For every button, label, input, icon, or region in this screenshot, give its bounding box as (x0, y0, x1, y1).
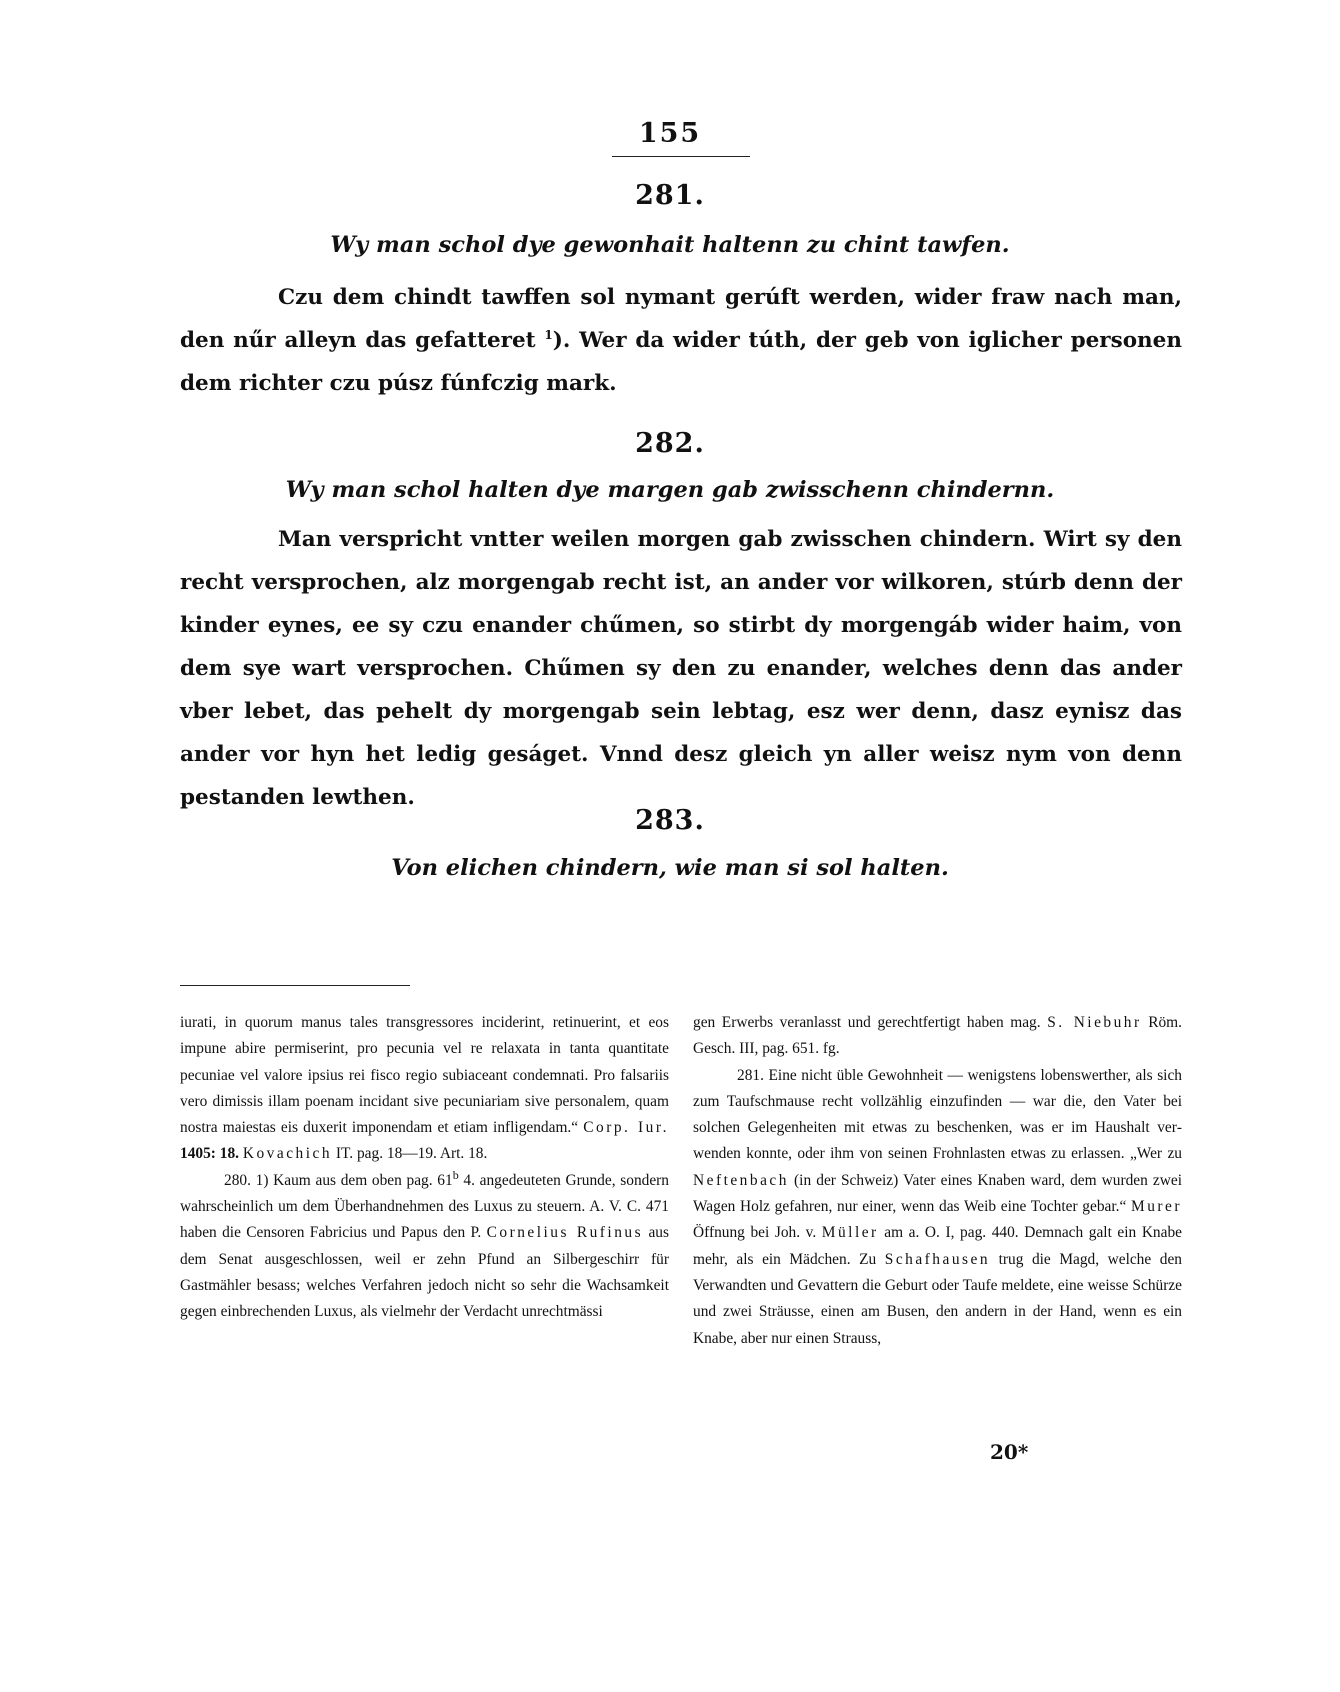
footnote-paragraph (693, 1010, 1182, 1063)
footnote-column-left (180, 1010, 669, 1326)
footnote-citation: Corp. Iur. (583, 1119, 669, 1137)
page-number-rule (612, 156, 750, 157)
footnote-text: 281. Eine nicht üble Gewohnheit — wenigstens lobenswerther, als sich zum Taufschmause recht vollzählig einzufinden — war die, den Vater bei solchen Gelegenheiten mit etwas zu beschenken, was er im Haushalt verwenden konnte, oder ihm von seinen Frohnlasten etwas zu erlassen. „Wer zu (693, 1066, 1182, 1163)
section-title-282: Wy man schol halten dye margen gab zwisschenn chindernn. (285, 477, 1055, 503)
footnote-text: 280. 1) Kaum aus dem oben pag. 61 (224, 1171, 453, 1189)
paragraph-text: Czu dem chindt tawffen sol nymant gerúft werden, wider fraw nach man, den nűr alleyn das gefatteret (180, 285, 1182, 353)
footnote-text: 4. angedeuteten Grunde, sondern wahrscheinlich um dem Überhandnehmen des Luxus zu steuern. A. V. C. 471 haben die Censoren Fabricius und Papus den P. (180, 1171, 669, 1242)
section-title-283: Von elichen chindern, wie man si sol halten. (391, 855, 949, 881)
footnote-text: gen Erwerbs veranlasst und gerechtfertigt haben mag. (693, 1014, 1041, 1031)
footnote-column-right (693, 1010, 1182, 1352)
section-number-281: 281. (635, 180, 705, 211)
footnote-divider (180, 985, 410, 986)
footnote-text: (in der Schweiz) Vater eines Knaben ward, dem wurden zwei Wagen Holz gefahren, nur einer, wenn das Weib eine Tochter gebar.“ (693, 1171, 1182, 1216)
footnote-citation: Schafhausen (884, 1250, 991, 1268)
footnote-citation: Cornelius Rufinus (486, 1224, 644, 1242)
footnote-citation: S. Niebuhr (1047, 1014, 1142, 1031)
footnote-text: iurati, in quorum manus tales transgressores inciderint, retinuerint, et eos impune abire permiserint, pro pecunia vel re relaxata in tanta quantitate pecuniae vel valore ipsius rei fisco regio subiaceant condemnati. Pro falsariis vero dimissis illam poenam incidant sive pecuniariam sive personalem, quam nostra maiestas eis duxerit imponendam et etiam infligendam.“ (180, 1014, 669, 1137)
footnote-text: Öffnung bei Joh. v. (693, 1224, 817, 1242)
footnote-text: 1405: 18. (180, 1145, 239, 1163)
footnote-citation: Murer (1131, 1198, 1182, 1216)
footnote-paragraph (693, 1063, 1182, 1352)
footnote-text: trug die Magd, welche den Verwandten und Gevattern die Geburt oder Taufe meldete, eine weisse Schürze und zwei Sträusse, einen am Busen, den andern in der Hand, wenn es ein Knabe, aber nur einen Strauss, (693, 1250, 1182, 1347)
footnote-superscript: b (452, 1167, 459, 1182)
footnote-text: Röm. Gesch. III, pag. 651. fg. (693, 1014, 1182, 1058)
section-body-281 (180, 276, 1182, 405)
footnote-text: am a. O. I, pag. 440. Demnach galt ein Knabe mehr, als ein Mädchen. Zu (693, 1224, 1182, 1268)
footnote-citation: Müller (821, 1224, 879, 1242)
section-number-283: 283. (635, 805, 705, 836)
footnote-text: IT. pag. 18—19. Art. 18. (335, 1145, 488, 1163)
footnote-paragraph (180, 1168, 669, 1326)
footnote-citation: Kovachich (242, 1145, 333, 1163)
section-number-282: 282. (635, 428, 705, 459)
footnote-text: aus dem Senat ausgeschlossen, weil er zehn Pfund an Silbergeschirr für Gastmähler besass; welches Verfahren jedoch nicht so sehr die Wachsamkeit gegen einbrechenden Luxus, als vielmehr der Verdacht unrechtmässi (180, 1224, 669, 1321)
page-number: 155 (638, 118, 702, 149)
printer-signature: 20* (990, 1440, 1029, 1464)
section-title-281: Wy man schol dye gewonhait haltenn zu chint tawfen. (330, 232, 1010, 258)
footnote-citation: Neftenbach (693, 1171, 789, 1189)
footnote-paragraph (180, 1010, 669, 1168)
paragraph-text: ). Wer da wider túth, der geb von iglicher personen dem richter czu púsz fúnfczig mark. (180, 328, 1182, 396)
section-body-282 (180, 518, 1182, 819)
section-paragraph-281 (180, 276, 1182, 405)
footnote-marker: 1 (544, 327, 553, 342)
section-paragraph-282: Man verspricht vntter weilen morgen gab zwisschen chindern. Wirt sy den recht versprochen, alz morgengab recht ist, an ander vor wilkoren, stúrb denn der kinder eynes, ee sy czu enander chűmen, so stirbt dy morgengáb wider haim, von dem sye wart versprochen. Chűmen sy den zu enander, welches denn das ander vber lebet, das pehelt dy morgengab sein lebtag, esz wer denn, dasz eynisz das ander vor hyn het ledig geságet. Vnnd desz gleich yn aller weisz nym von denn pestanden lewthen. (180, 527, 1182, 810)
